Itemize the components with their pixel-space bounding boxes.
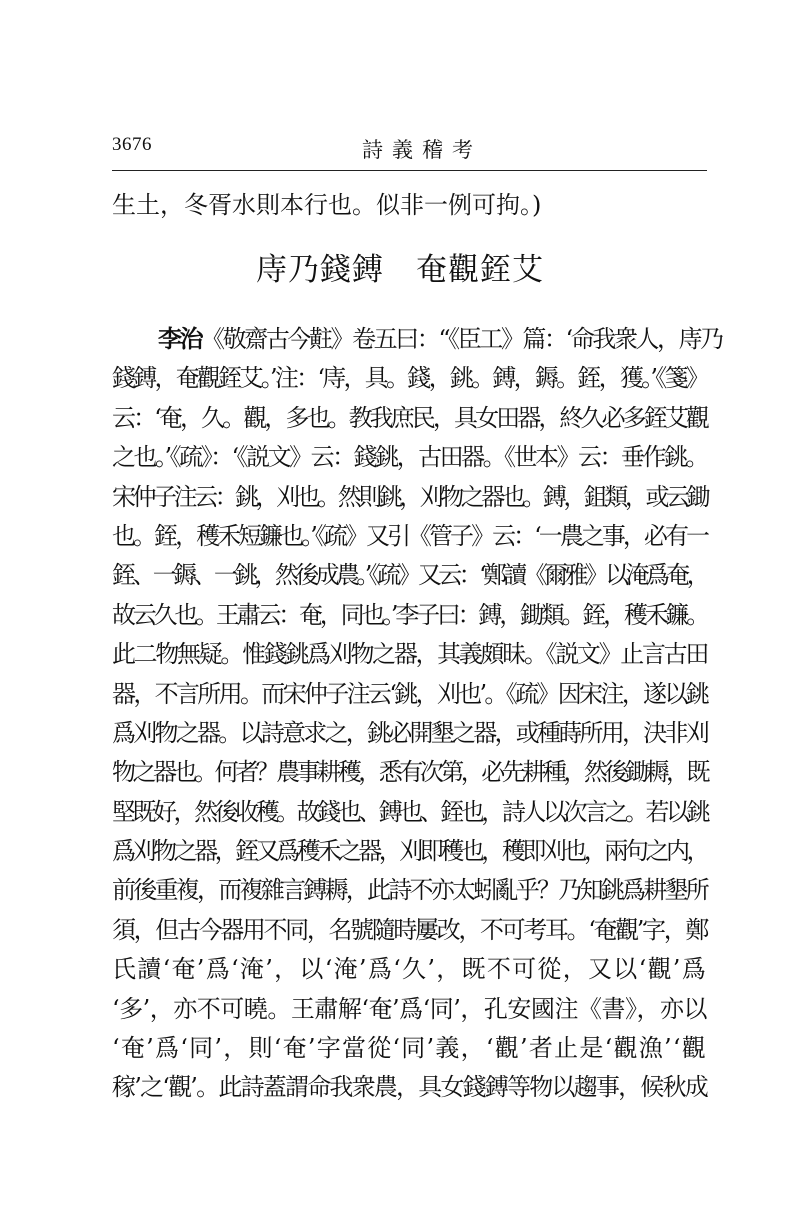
- body-line: 物之器也。何者？農事耕穫，悉有次第，必先耕種，然後鋤耨，既: [112, 758, 707, 787]
- body-line: 也。銍，穫禾短鐮也。’《疏》又引《管子》云：‘一農之事，必有一: [112, 521, 707, 550]
- body-line: 云：‘奄，久。觀，多也。教我庶民，具女田器，終久必多銍艾觀: [112, 403, 707, 432]
- body-line: 宋仲子注云：銚，刈也。然則銚，刈物之器也。鎛，鉏類，或云鋤: [112, 482, 707, 511]
- page-header: [112, 134, 707, 168]
- running-title: 詩義稽考: [362, 138, 482, 162]
- page-number: 3676: [112, 134, 152, 155]
- body-line-first: [112, 320, 722, 359]
- first-line-text: 《敬齋古今黈》卷五曰：“《臣工》篇：‘命我衆人，庤乃: [201, 325, 722, 353]
- body-line: ‘奄’爲‘同’，則‘奄’字當從‘同’義，‘觀’者止是‘觀漁’‘觀: [112, 1034, 707, 1063]
- continuation-line: 生土，冬胥水則本行也。似非一例可拘。): [112, 191, 542, 219]
- body-line: 堅既好，然後收穫。故錢也、鎛也、銍也，詩人以次言之。若以銚: [112, 797, 707, 826]
- body-line: 銍、一鎒、一銚，然後成農。’《疏》又云：‘鄭讀《爾雅》以淹爲奄，: [112, 561, 707, 590]
- body-line: 前後重複，而複雜言鎛耨，此詩不亦太蚓亂乎？乃知銚爲耕墾所: [112, 876, 707, 905]
- body-line: ‘多’，亦不可曉。王肅解‘奄’爲‘同’，孔安國注《書》，亦以: [112, 994, 707, 1023]
- author-name: 李治: [158, 325, 202, 353]
- body-line: 氏讀‘奄’爲‘淹’，以‘淹’爲‘久’，既不可從，又以‘觀’爲: [112, 955, 707, 984]
- body-line: 爲刈物之器，銍又爲穫禾之器，刈即穫也，穫即刈也，兩句之内，: [112, 837, 707, 866]
- section-title: 庤乃錢鎛 奄觀銍艾: [256, 252, 544, 288]
- body-line: 此二物無疑。惟錢銚爲刈物之器，其義頗昧。《説文》止言古田: [112, 640, 707, 669]
- body-line: 稼’之‘觀’。此詩蓋謂命我衆農，具女錢鎛等物以趨事，候秋成: [112, 1073, 707, 1102]
- header-rule: [112, 170, 707, 171]
- body-line: 故云久也。王肅云：奄，同也。’李子曰：鎛，鋤類。銍，穫禾鐮。: [112, 600, 707, 629]
- body-line: 須，但古今器用不同，名號隨時屢改，不可考耳。‘奄觀’字，鄭: [112, 915, 707, 944]
- body-line: 器，不言所用。而宋仲子注云‘銚，刈也’。《疏》因宋注，遂以銚: [112, 679, 707, 708]
- body-line: 之也。’《疏》：‘《説文》云：錢銚，古田器。《世本》云：垂作銚。: [112, 443, 707, 472]
- body-text: [112, 320, 722, 1108]
- body-line: 爲刈物之器。以詩意求之，銚必開墾之器，或種蒔所用，決非刈: [112, 718, 707, 747]
- body-line: 錢鎛，奄觀銍艾。’注：‘庤，具。錢，銚。鎛，鎒。銍，獲。’《箋》: [112, 364, 707, 393]
